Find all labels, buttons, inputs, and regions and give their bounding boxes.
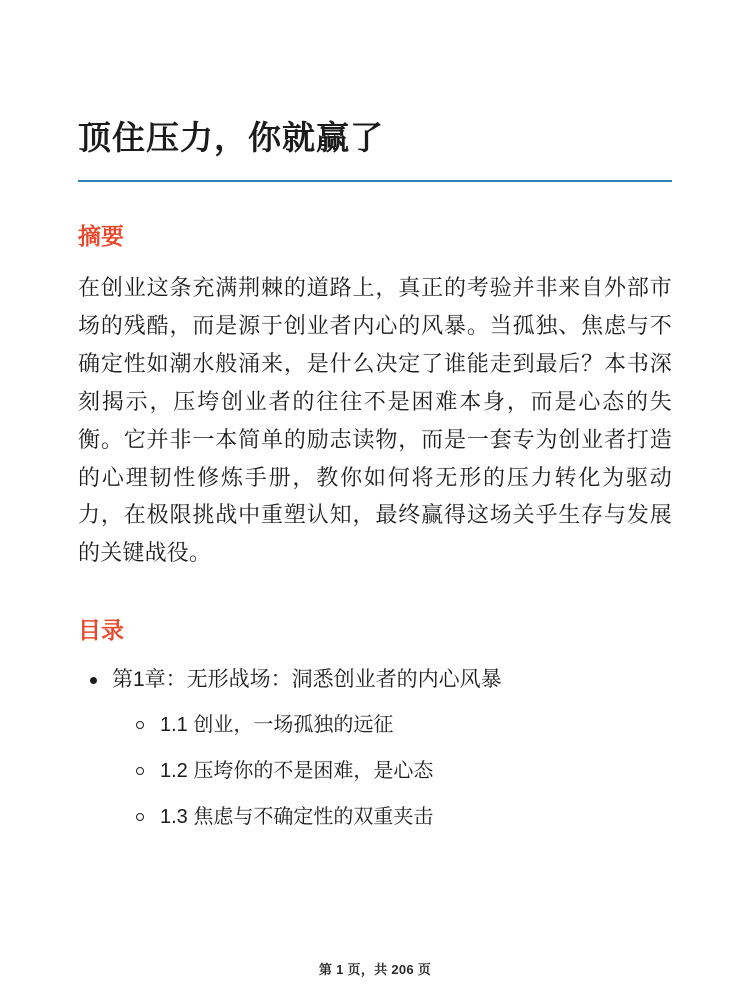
toc-section-label: 1.1 创业，一场孤独的远征 <box>160 713 394 736</box>
list-item[interactable] <box>112 802 672 832</box>
page-title: 顶住压力，你就赢了 <box>78 119 384 156</box>
abstract-heading: 摘要 <box>78 222 124 249</box>
toc-heading: 目录 <box>78 617 124 644</box>
title-divider <box>78 180 672 182</box>
abstract-text: 在创业这条充满荆棘的道路上，真正的考验并非来自外部市场的残酷，而是源于创业者内心的风暴。当孤独、焦虑与不确定性如潮水般涌来，是什么决定了谁能走到最后？本书深刻揭示，压垮创业者的往往不是困难本身，而是心态的失衡。它并非一本简单的励志读物，而是一套专为创业者打造的心理韧性修炼手册，教你如何将无形的压力转化为驱动力，在极限挑战中重塑认知，最终赢得这场关乎生存与发展的关键战役。 <box>78 275 672 566</box>
toc-chapter-label: 第1章：无形战场：洞悉创业者的内心风暴 <box>112 668 502 691</box>
toc-section-label: 1.3 焦虑与不确定性的双重夹击 <box>160 805 434 828</box>
page-footer: 第 1 页，共 206 页 <box>318 962 432 977</box>
toc-sub-list <box>112 710 672 832</box>
list-item[interactable] <box>112 710 672 740</box>
table-of-contents <box>78 664 672 832</box>
list-item[interactable] <box>78 664 672 832</box>
toc-section-label: 1.2 压垮你的不是困难，是心态 <box>160 759 434 782</box>
list-item[interactable] <box>112 756 672 786</box>
